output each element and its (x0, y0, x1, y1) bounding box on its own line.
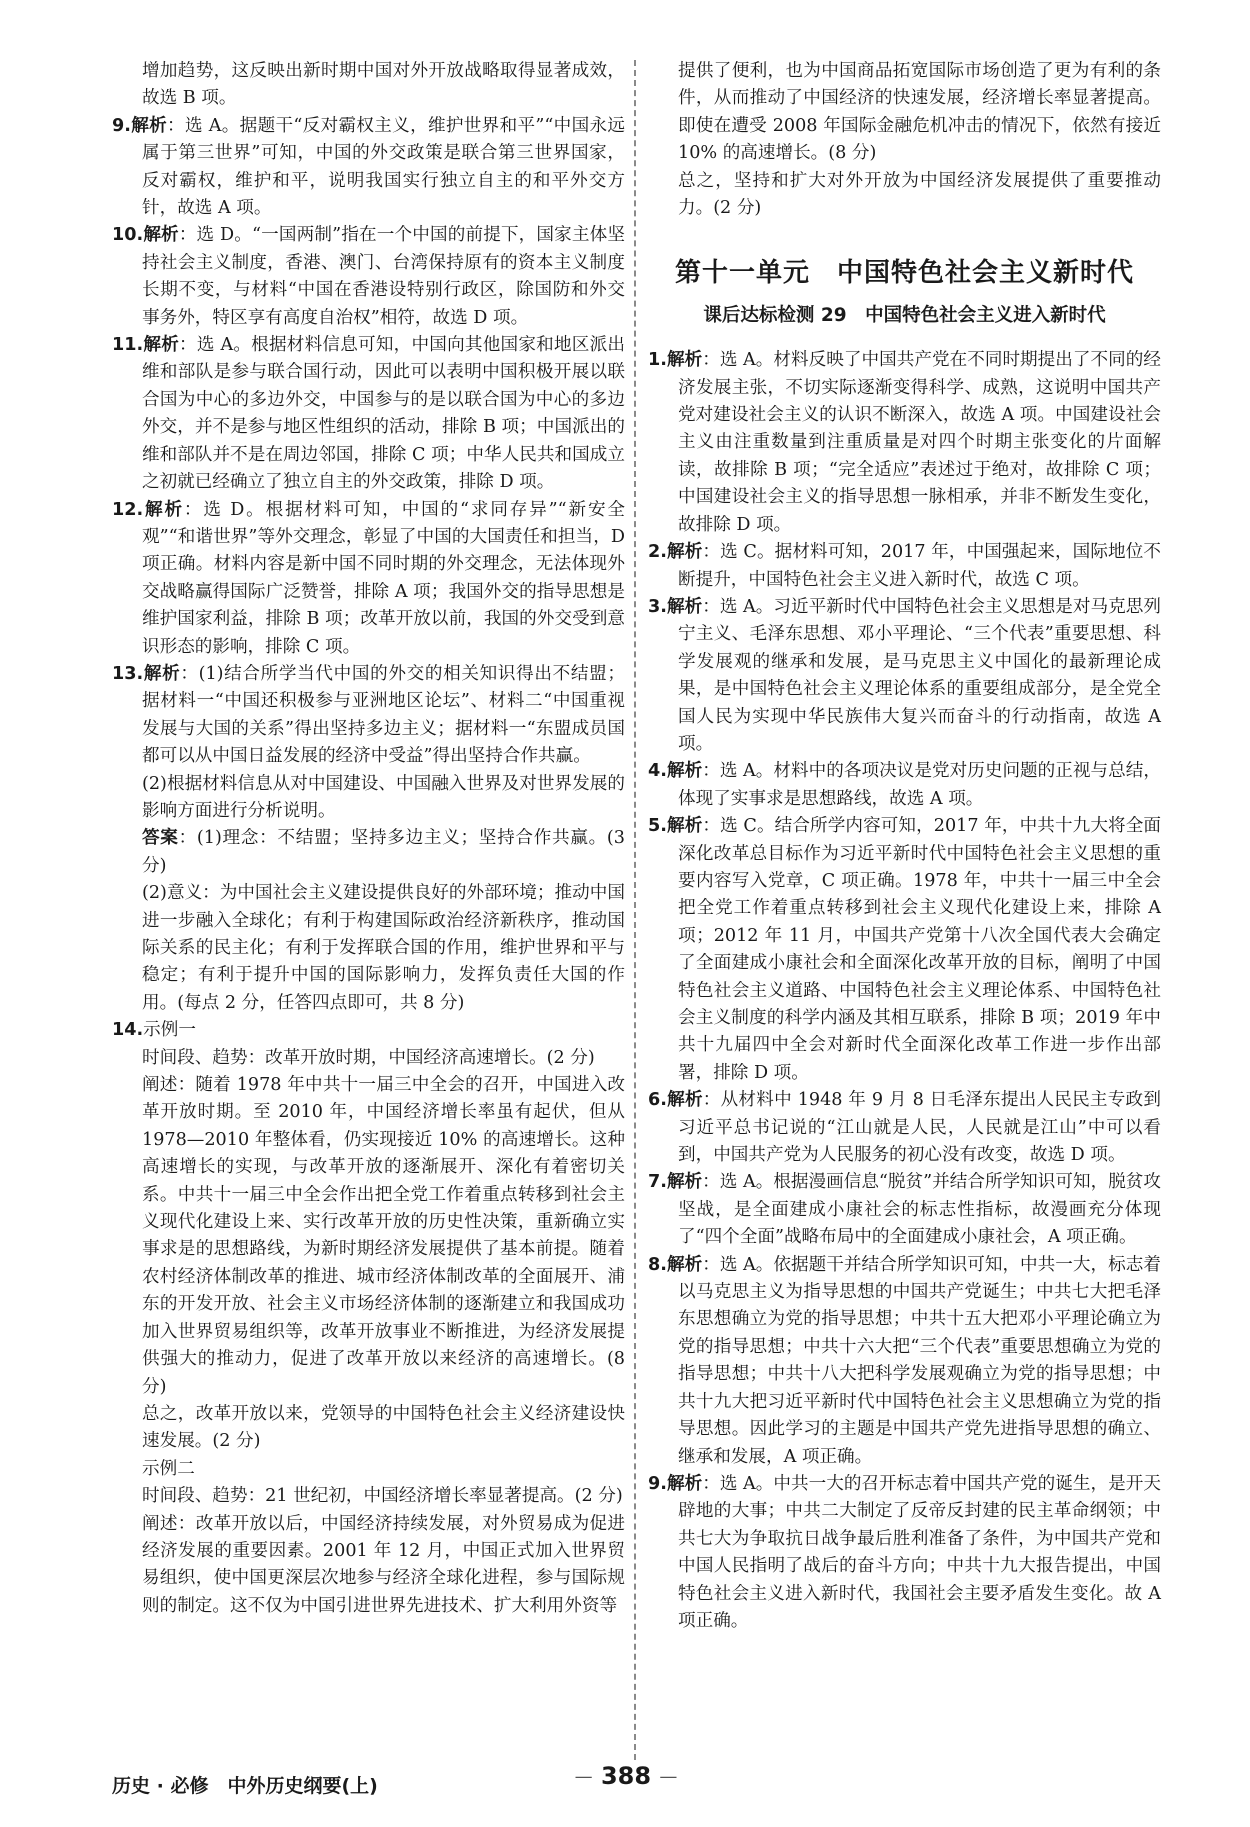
answer-item-9: 9.解析：选 A。据题干“反对霸权主义，维护世界和平”“中国永远属于第三世界”可知，中国的外交政策是联合第三世界国家，反对霸权，维护和平，说明我国实行独立自主的和平外交方针，故选 A 项。 (112, 115, 625, 219)
continuation-text: 提供了便利，也为中国商品拓宽国际市场创造了更为有利的条件，从而推动了中国经济的快速发展，经济增长率显著提高。即使在遭受 2008 年国际金融危机冲击的情况下，依然有接近 10% 的高速增长。(8 分) (678, 61, 1161, 164)
answer-item-r9: 9.解析：选 A。中共一大的召开标志着中国共产党的诞生，是开天辟地的大事；中共二大制定了反帝反封建的民主革命纲领；中共七大为争取抗日战争最后胜利准备了条件，为中国共产党和中国人民指明了战后的奋斗方向；中共十九大报告提出，中国特色社会主义进入新时代，我国社会主要矛盾发生变化。故 A 项正确。 (648, 1473, 1161, 1631)
answer-item-r6: 6.解析：从材料中 1948 年 9 月 8 日毛泽东提出人民民主专政到习近平总书记说的“江山就是人民，人民就是江山”中可以看到，中国共产党为人民服务的初心没有改变，故选 D 项。 (648, 1090, 1161, 1166)
answer-item-13: 13.解析：(1)结合所学当代中国的外交的相关知识得出不结盟；据材料一“中国还积极参与亚洲地区论坛”、材料二“中国重视发展与大国的关系”得出坚持多边主义；据材料一“东盟成员国都可以从中国日益发展的经济中受益”得出坚持合作共赢。 (2)根据材料信息从对中国建设、中国融入世界及对世界发展的影响方面进行分析说明。 答案：(1)理念：不结盟；坚持多边主义；坚持合作共赢。(3 分) (2)意义：为中国社会主义建设提供良好的外部环境；推动中国进一步融入全球化；有利于构建国际政治经济新秩序，推动国际关系的民主化；有利于发挥联合国的作用，维护世界和平与稳定；有利于提升中国的国际影响力，发挥负责任大国的作用。(每点 2 分，任答四点即可，共 8 分) (112, 663, 625, 1013)
answer-item-r2: 2.解析：选 C。据材料可知，2017 年，中国强起来，国际地位不断提升，中国特色社会主义进入新时代，故选 C 项。 (648, 542, 1161, 590)
answer-item-r4: 4.解析：选 A。材料中的各项决议是党对历史问题的正视与总结，体现了实事求是思想路线，故选 A 项。 (648, 761, 1161, 809)
continuation-summary: 总之，坚持和扩大对外开放为中国经济发展提供了重要推动力。(2 分) (678, 170, 1161, 219)
intro-continuation: 增加趋势，这反映出新时期中国对外开放战略取得显著成效，故选 B 项。 (142, 61, 625, 109)
answer-item-11: 11.解析：选 A。根据材料信息可知，中国向其他国家和地区派出维和部队是参与联合国行动，因此可以表明中国积极开展以联合国为中心的多边外交，中国参与的是以联合国为中心的多边外交，并不是参与地区性组织的活动，排除 B 项；中国派出的维和部队并不是在周边邻国，排除 C 项；中华人民共和国成立之初就已经确立了独立自主的外交政策，排除 D 项。 (112, 335, 625, 493)
page-number: — 388 — (574, 1762, 678, 1790)
answer-item-r1: 1.解析：选 A。材料反映了中国共产党在不同时期提出了不同的经济发展主张，不切实际逐渐变得科学、成熟，这说明中国共产党对建设社会主义的认识不断深入，故选 A 项。中国建设社会主义由注重数量到注重质量是对四个时期主张变化的片面解读，故排除 B 项；“完全适应”表述过于绝对，故排除 C 项；中国建设社会主义的指导思想一脉相承，并非不断发生变化，故排除 D 项。 (648, 350, 1161, 535)
answer-item-r7: 7.解析：选 A。根据漫画信息“脱贫”并结合所学知识可知，脱贫攻坚战，是全面建成小康社会的标志性指标，故漫画充分体现了“四个全面”战略布局中的全面建成小康社会，A 项正确。 (648, 1172, 1161, 1248)
answer-item-10: 10.解析：选 D。“一国两制”指在一个中国的前提下，国家主体坚持社会主义制度，香港、澳门、台湾保持原有的资本主义制度长期不变，与材料“中国在香港设特别行政区，除国防和外交事务外，特区享有高度自治权”相符，故选 D 项。 (112, 225, 625, 328)
answer-item-14: 14.示例一 时间段、趋势：改革开放时期，中国经济高速增长。(2 分) 阐述：随着 1978 年中共十一届三中全会的召开，中国进入改革开放时期。至 2010 年，中国经济增长率虽有起伏，但从1978—2010 年整体看，仍实现接近 10% 的高速增长。这种高速增长的实现，与改革开放的逐渐展开、深化有着密切关系。中共十一届三中全会作出把全党工作着重点转移到社会主义现代化建设上来、实行改革开放的历史性决策，重新确立实事求是的思想路线，为新时期经济发展提供了基本前提。随着农村经济体制改革的推进、城市经济体制改革的全面展开、浦东的开发开放、社会主义市场经济体制的逐渐建立和我国成功加入世界贸易组织等，改革开放事业不断推进，为经济发展提供强大的推动力，促进了改革开放以来经济的高速增长。(8 分) 总之，改革开放以来，党领导的中国特色社会主义经济建设快速发展。(2 分) 示例二 时间段、趋势：21 世纪初，中国经济增长率显著提高。(2 分) 阐述：改革开放以后，中国经济持续发展，对外贸易成为促进经济发展的重要因素。2001 年 12 月，中国正式加入世界贸易组织，使中国更深层次地参与经济全球化进程，参与国际规则的制定。这不仅为中国引进世界先进技术、扩大利用外资等 (112, 1020, 625, 1616)
right-column (648, 58, 1161, 1635)
left-column (112, 58, 625, 1620)
answer-item-r5: 5.解析：选 C。结合所学内容可知，2017 年，中共十九大将全面深化改革总目标作为习近平新时代中国特色社会主义思想的重要内容写入党章，C 项正确。1978 年，中共十一届三中全会把全党工作着重点转移到社会主义现代化建设上来，排除 A 项；2012 年 11 月，中国共产党第十八次全国代表大会确定了全面建成小康社会和全面深化改革开放的目标，阐明了中国特色社会主义道路、中国特色社会主义理论体系、中国特色社会主义制度的科学内涵及其相互联系，排除 B 项；2019 年中共十九届四中全会对新时代全面深化改革工作进一步作出部署，排除 D 项。 (648, 816, 1161, 1083)
column-divider (634, 60, 636, 1760)
answer-item-12: 12.解析：选 D。根据材料可知，中国的“求同存异”“新安全观”“和谐世界”等外交理念，彰显了中国的大国责任和担当，D 项正确。材料内容是新中国不同时期的外交理念，无法体现外交战略赢得国际广泛赞誉，排除 A 项；我国外交的指导思想是维护国家利益，排除 B 项；改革开放以前，我国的外交受到意识形态的影响，排除 C 项。 (112, 499, 625, 657)
answer-item-r3: 3.解析：选 A。习近平新时代中国特色社会主义思想是对马克思列宁主义、毛泽东思想、邓小平理论、“三个代表”重要思想、科学发展观的继承和发展，是马克思主义中国化的最新理论成果，是中国特色社会主义理论体系的重要组成部分，是全党全国人民为实现中华民族伟大复兴而奋斗的行动指南，故选 A 项。 (648, 596, 1161, 754)
unit-title: 第十一单元 中国特色社会主义新时代 (674, 258, 1134, 289)
lesson-title: 课后达标检测 29 中国特色社会主义进入新时代 (703, 304, 1106, 326)
answer-item-r8: 8.解析：选 A。依据题干并结合所学知识可知，中共一大，标志着以马克思主义为指导思想的中国共产党诞生；中共七大把毛泽东思想确立为党的指导思想；中共十五大把邓小平理论确立为党的指导思想；中共十六大把“三个代表”重要思想确立为党的指导思想；中共十八大把科学发展观确立为党的指导思想；中共十九大把习近平新时代中国特色社会主义思想确立为党的指导思想。因此学习的主题是中国共产党先进指导思想的确立、继承和发展，A 项正确。 (648, 1254, 1161, 1467)
footer-subject: 历史 · 必修 中外历史纲要(上) (112, 1775, 378, 1797)
